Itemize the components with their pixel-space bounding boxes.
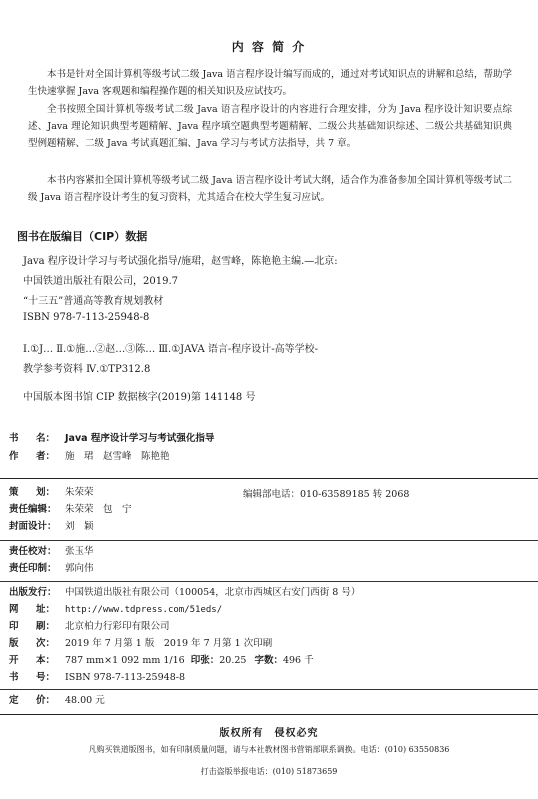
website-row (9, 603, 222, 617)
editor-row (9, 503, 132, 517)
price-value: 48.00 元 (65, 695, 105, 706)
divider (0, 714, 538, 715)
edition-row (9, 637, 272, 651)
cip-line: 中国铁道出版社有限公司，2019.7 (23, 276, 178, 287)
proofreader-label: 责任校对： (9, 546, 57, 557)
sheets-value: 20.25 (219, 655, 247, 666)
page-title: 内 容 简 介 (231, 40, 307, 54)
cip-line: Ⅰ.①J… Ⅱ.①施…②赵…③陈… Ⅲ.①JAVA 语言-程序设计-高等学校- (23, 344, 318, 355)
book-title-value: Java 程序设计学习与考试强化指导 (65, 433, 215, 444)
book-title-row (9, 432, 214, 446)
format-row (9, 654, 314, 668)
cover-design-value: 刘 颖 (65, 521, 94, 532)
author-label: 作 者： (9, 451, 55, 462)
divider (0, 540, 538, 541)
planner-row (9, 486, 94, 500)
summary-paragraph: 全书按照全国计算机等级考试二级 Java 语言程序设计的内容进行合理安排，分为 Java 程序设计知识要点综述、Java 理论知识典型考题精解、Java 程序填空题典型考题精解、二级公共基础知识综述、二级公共基础知识典型例题精解、二级 Java 考试真题汇编、Java 学习与考试方法指导，共 7 章。 (28, 104, 512, 149)
printer-row (9, 620, 170, 634)
copyright-notice: 版权所有 侵权必究 (219, 728, 319, 739)
editor-phone: 编辑部电话：010-63589185 转 2068 (243, 489, 410, 500)
price-row (9, 694, 105, 708)
divider (0, 478, 538, 479)
quality-notice: 凡购买铁道版图书，如有印制质量问题，请与本社教材图书营销部联系调换。电话：(010) 63550836 (88, 745, 450, 754)
cip-heading: 图书在版编目（CIP）数据 (17, 230, 148, 243)
summary-paragraph: 本书内容紧扣全国计算机等级考试二级 Java 语言程序设计考试大纲，适合作为准备参加全国计算机等级考试二级 Java 语言程序设计考生的复习资料，尤其适合在校大学生复习应试。 (28, 175, 512, 203)
piracy-report: 打击盗版举报电话：(010) 51873659 (200, 767, 338, 776)
cip-line: Java 程序设计学习与考试强化指导/施珺，赵雪峰，陈艳艳主编.—北京: (23, 256, 338, 267)
edition-label: 版 次： (9, 638, 55, 649)
print-manager-label: 责任印制： (9, 563, 57, 574)
edition-value: 2019 年 7 月第 1 版 2019 年 7 月第 1 次印刷 (65, 638, 273, 649)
print-manager-row (9, 562, 94, 576)
isbn-value: ISBN 978-7-113-25948-8 (65, 672, 185, 683)
printer-value: 北京柏力行彩印有限公司 (65, 621, 170, 632)
proofreader-row (9, 545, 94, 559)
cover-design-row (9, 520, 94, 534)
book-title-label: 书 名： (9, 433, 55, 444)
price-label: 定 价： (9, 695, 55, 706)
cover-design-label: 封面设计： (9, 521, 57, 532)
cip-line: ISBN 978-7-113-25948-8 (23, 312, 150, 323)
website-label: 网 址： (9, 604, 55, 615)
cip-line: 教学参考资料 Ⅳ.①TP312.8 (23, 364, 151, 375)
planner-value: 朱荣荣 (65, 487, 94, 498)
print-manager-value: 郭向伟 (65, 563, 94, 574)
divider (0, 581, 538, 582)
summary-paragraph: 本书是针对全国计算机等级考试二级 Java 语言程序设计编写而成的，通过对考试知识点的讲解和总结，帮助学生快速掌握 Java 客观题和编程操作题的相关知识及应试技巧。 (28, 69, 512, 97)
publisher-label: 出版发行： (9, 587, 57, 598)
isbn-label: 书 号： (9, 672, 55, 683)
format-value: 787 mm×1 092 mm 1/16 (65, 655, 185, 666)
cip-line: “十三五”普通高等教育规划教材 (23, 296, 164, 307)
cip-line: 中国版本图书馆 CIP 数据核字(2019)第 141148 号 (23, 392, 256, 403)
publisher-row (9, 586, 360, 600)
editor-value: 朱荣荣 包 宁 (65, 504, 132, 515)
publisher-value: 中国铁道出版社有限公司（100054，北京市西城区右安门西街 8 号） (65, 587, 361, 598)
sheets-label: 印张： (190, 655, 220, 666)
website-value: http://www.tdpress.com/51eds/ (65, 605, 223, 615)
isbn-row (9, 671, 185, 685)
format-label: 开 本： (9, 655, 55, 666)
proofreader-value: 张玉华 (65, 546, 94, 557)
divider (0, 689, 538, 690)
words-value: 496 千 (282, 655, 314, 666)
editor-label: 责任编辑： (9, 504, 57, 515)
printer-label: 印 刷： (9, 621, 55, 632)
author-row (9, 450, 170, 464)
words-label: 字数： (254, 655, 283, 666)
planner-label: 策 划： (9, 487, 55, 498)
author-value: 施 珺 赵雪峰 陈艳艳 (65, 451, 170, 462)
